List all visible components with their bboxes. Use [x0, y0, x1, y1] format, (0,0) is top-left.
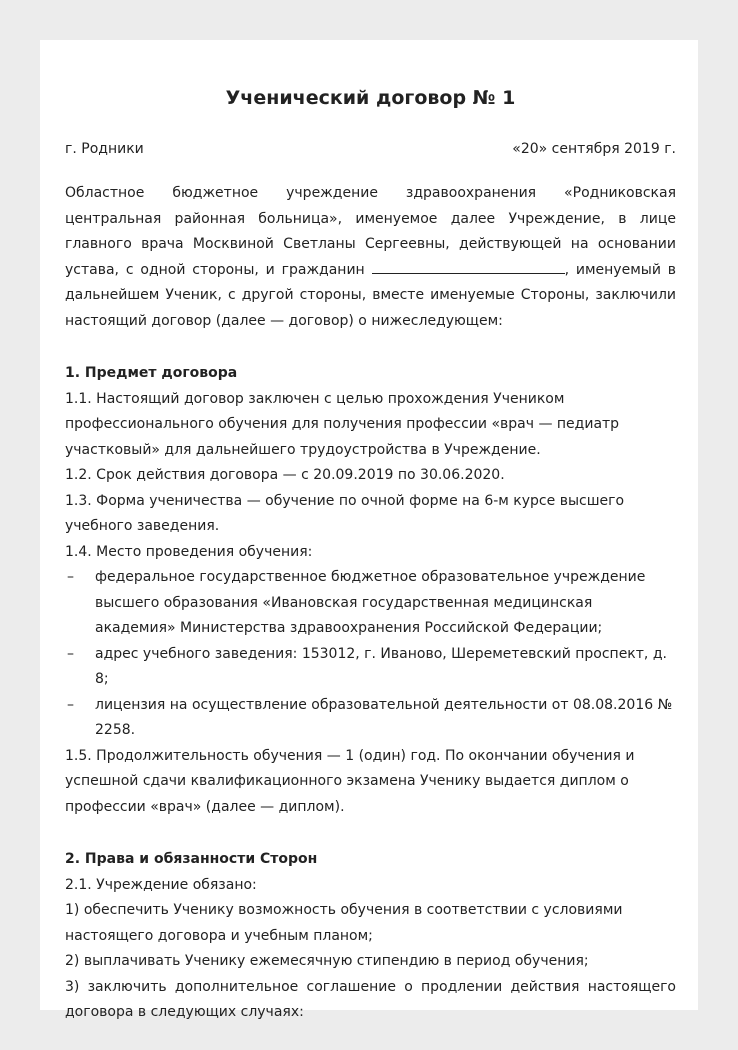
dash-mark: –	[67, 569, 74, 585]
list-item: 3) заключить дополнительное соглашение о продлении действия настоящего договора в следующих случаях:	[65, 978, 676, 1020]
bullet-text: лицензия на осуществление образовательной деятельности от 08.08.2016 № 2258.	[95, 696, 673, 738]
intro-part-2: , именуемый в дальнейшем Ученик, с другой стороны, вместе именуемые Стороны, заключили настоящий договор (далее — договор) о нижеследующем:	[65, 261, 677, 329]
clause-1-5: 1.5. Продолжительность обучения — 1 (один) год. По окончании обучения и успешной сдачи квалификационного экзамена Ученику выдается диплом о профессии «врач» (далее — диплом).	[65, 747, 635, 815]
bullet-text: адрес учебного заведения: 153012, г. Иваново, Шереметевский проспект, д. 8;	[95, 645, 667, 687]
document-page	[40, 40, 698, 1020]
intro-paragraph	[65, 181, 676, 334]
clause-1-2: 1.2. Срок действия договора — с 20.09.2019 по 30.06.2020.	[65, 467, 505, 483]
list-item: 2) выплачивать Ученику ежемесячную стипендию в период обучения;	[65, 953, 589, 969]
list-item	[65, 642, 676, 693]
city: г. Родники	[65, 141, 144, 157]
section-1-heading: 1. Предмет договора	[65, 365, 238, 381]
list-item	[65, 693, 676, 744]
list-item	[65, 565, 676, 642]
place-date-row	[65, 139, 676, 159]
clause-1-4: 1.4. Место проведения обучения:	[65, 543, 313, 560]
bullet-text: федеральное государственное бюджетное образовательное учреждение высшего образования «Ивановская государственная медицинская академия» Министерства здравоохранения Российской Федерации;	[95, 569, 646, 636]
contract-date: «20» сентября 2019 г.	[512, 141, 676, 157]
document-title: Ученический договор № 1	[225, 87, 516, 109]
clause-2-1: 2.1. Учреждение обязано:	[65, 876, 257, 893]
intro-part-1: Областное бюджетное учреждение здравоохранения «Родниковская центральная районная больница», именуемое далее Учреждение, в лице главного врача Москвиной Светланы Сергеевны, действующей на основании устава, с одной стороны, и гражданин	[65, 185, 676, 278]
section-2-heading: 2. Права и обязанности Сторон	[65, 851, 318, 867]
dash-mark: –	[67, 645, 74, 662]
dash-mark: –	[67, 696, 74, 713]
clause-1-1: 1.1. Настоящий договор заключен с целью прохождения Учеником профессионального обучения для получения профессии «врач — педиатр участковый» для дальнейшего трудоустройства в Учреждение.	[65, 390, 620, 458]
name-blank-line	[372, 258, 565, 274]
clause-1-3: 1.3. Форма ученичества — обучение по очной форме на 6-м курсе высшего учебного заведения.	[65, 492, 625, 534]
list-item: 1) обеспечить Ученику возможность обучения в соответствии с условиями настоящего договора и учебным планом;	[65, 902, 623, 944]
